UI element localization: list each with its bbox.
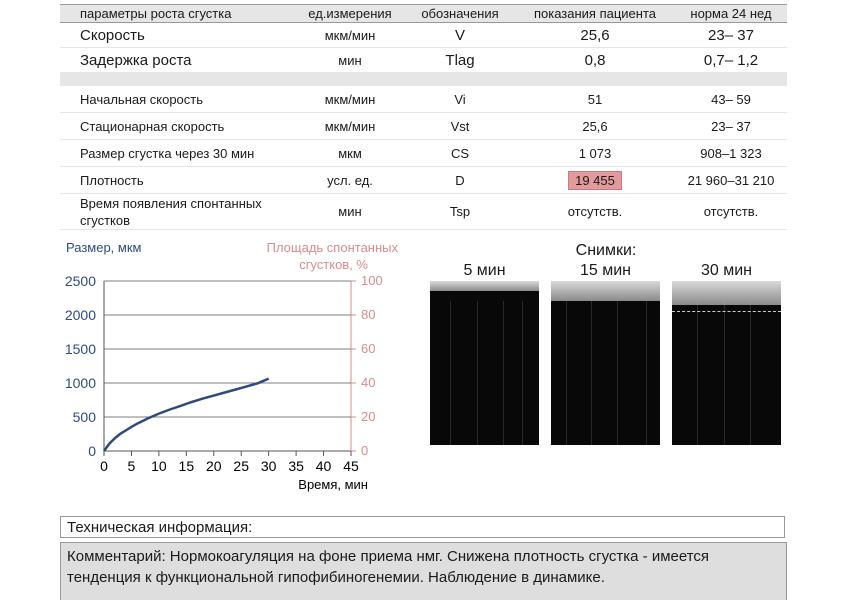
param-norm: отсутств. bbox=[675, 194, 787, 230]
param-symbol: Vi bbox=[405, 86, 515, 113]
x-axis-label: Время, мин bbox=[298, 477, 368, 492]
snapshot-label: 30 мин bbox=[700, 262, 752, 279]
x-tick-label: 45 bbox=[343, 458, 359, 474]
x-tick-label: 35 bbox=[288, 458, 304, 474]
param-norm: 21 960–31 210 bbox=[675, 167, 787, 194]
param-norm: 23– 37 bbox=[675, 23, 787, 48]
param-norm: 0,7– 1,2 bbox=[675, 48, 787, 73]
param-unit: мин bbox=[295, 48, 405, 73]
table-row bbox=[60, 194, 787, 230]
param-symbol: Tlag bbox=[405, 48, 515, 73]
y2-tick-label: 60 bbox=[361, 341, 376, 356]
param-value: 25,6 bbox=[515, 113, 675, 140]
snapshots-title: Снимки: bbox=[575, 242, 637, 259]
y-tick-label: 2000 bbox=[64, 307, 96, 323]
header-cell: норма 24 нед bbox=[675, 5, 787, 23]
y2-tick-label: 40 bbox=[361, 375, 376, 390]
x-tick-label: 0 bbox=[100, 458, 108, 474]
param-unit: мин bbox=[295, 194, 405, 230]
y-tick-label: 0 bbox=[88, 443, 96, 459]
y2-axis-label: Площадь спонтанных сгустков, % bbox=[266, 240, 398, 272]
x-tick-label: 30 bbox=[260, 458, 277, 474]
param-symbol: D bbox=[405, 167, 515, 194]
param-norm: 23– 37 bbox=[675, 113, 787, 140]
table-header-row bbox=[60, 5, 787, 23]
param-symbol: Vst bbox=[405, 113, 515, 140]
param-value: 25,6 bbox=[515, 23, 675, 48]
param-name: Стационарная скорость bbox=[60, 113, 295, 140]
param-unit: мкм/мин bbox=[295, 86, 405, 113]
param-value-abnormal: 19 455 bbox=[568, 171, 622, 190]
param-norm: 43– 59 bbox=[675, 86, 787, 113]
comment-text: Комментарий: Нормокоагуляция на фоне приема нмг. Снижена плотность сгустка - имеется тенденция к функциональной гипофибиногенемии. Наблюдение в динамике. bbox=[60, 542, 787, 600]
param-norm: 908–1 323 bbox=[675, 140, 787, 167]
x-tick-label: 5 bbox=[127, 458, 136, 474]
snapshot-label: 15 мин bbox=[579, 262, 631, 279]
param-name: Скорость bbox=[60, 23, 295, 48]
param-value: отсутств. bbox=[515, 194, 675, 230]
param-name: Задержка роста bbox=[60, 48, 295, 73]
param-symbol: CS bbox=[405, 140, 515, 167]
x-tick-label: 10 bbox=[151, 458, 167, 474]
parameters-table bbox=[60, 4, 787, 230]
param-unit: усл. ед. bbox=[295, 167, 405, 194]
x-tick-label: 25 bbox=[233, 458, 250, 474]
param-value: 1 073 bbox=[515, 140, 675, 167]
param-value-cell bbox=[515, 167, 675, 194]
y2-tick-label: 20 bbox=[361, 409, 376, 424]
param-value: 0,8 bbox=[515, 48, 675, 73]
table-row bbox=[60, 140, 787, 167]
header-cell: обозначения bbox=[405, 5, 515, 23]
y2-tick-label: 80 bbox=[361, 307, 376, 322]
y2-tick-label: 100 bbox=[361, 273, 383, 288]
param-name: Время появления спонтанных сгустков bbox=[60, 194, 295, 230]
y2-tick-label: 0 bbox=[361, 443, 369, 458]
param-unit: мкм/мин bbox=[295, 23, 405, 48]
header-cell: показания пациента bbox=[515, 5, 675, 23]
param-symbol: Tsp bbox=[405, 194, 515, 230]
param-symbol: V bbox=[405, 23, 515, 48]
technical-info-label: Техническая информация: bbox=[60, 516, 785, 538]
y-tick-label: 500 bbox=[72, 409, 96, 425]
y-tick-label: 2500 bbox=[64, 273, 96, 289]
x-tick-label: 40 bbox=[315, 458, 332, 474]
y-tick-label: 1000 bbox=[64, 375, 96, 391]
snapshot-image-15min bbox=[551, 281, 660, 445]
param-name: Размер сгустка через 30 мин bbox=[60, 140, 295, 167]
param-unit: мкм bbox=[295, 140, 405, 167]
param-name: Плотность bbox=[60, 167, 295, 194]
table-row bbox=[60, 86, 787, 113]
header-cell: ед.измерения bbox=[295, 5, 405, 23]
table-row bbox=[60, 48, 787, 73]
clot-size-series-line bbox=[104, 379, 269, 451]
param-name: Начальная скорость bbox=[60, 86, 295, 113]
snapshot-label: 5 мин bbox=[463, 262, 506, 279]
snapshot-image-5min bbox=[430, 281, 539, 445]
table-row bbox=[60, 167, 787, 194]
header-cell: параметры роста сгустка bbox=[60, 5, 295, 23]
clot-growth-chart bbox=[58, 236, 408, 498]
snapshot-image-30min bbox=[672, 281, 781, 445]
x-tick-label: 20 bbox=[205, 458, 222, 474]
table-row bbox=[60, 113, 787, 140]
y-axis-label: Размер, мкм bbox=[66, 240, 142, 255]
table-row bbox=[60, 23, 787, 48]
y-tick-label: 1500 bbox=[64, 341, 96, 357]
x-tick-label: 15 bbox=[178, 458, 195, 474]
param-value: 51 bbox=[515, 86, 675, 113]
table-separator bbox=[60, 73, 787, 86]
param-unit: мкм/мин bbox=[295, 113, 405, 140]
